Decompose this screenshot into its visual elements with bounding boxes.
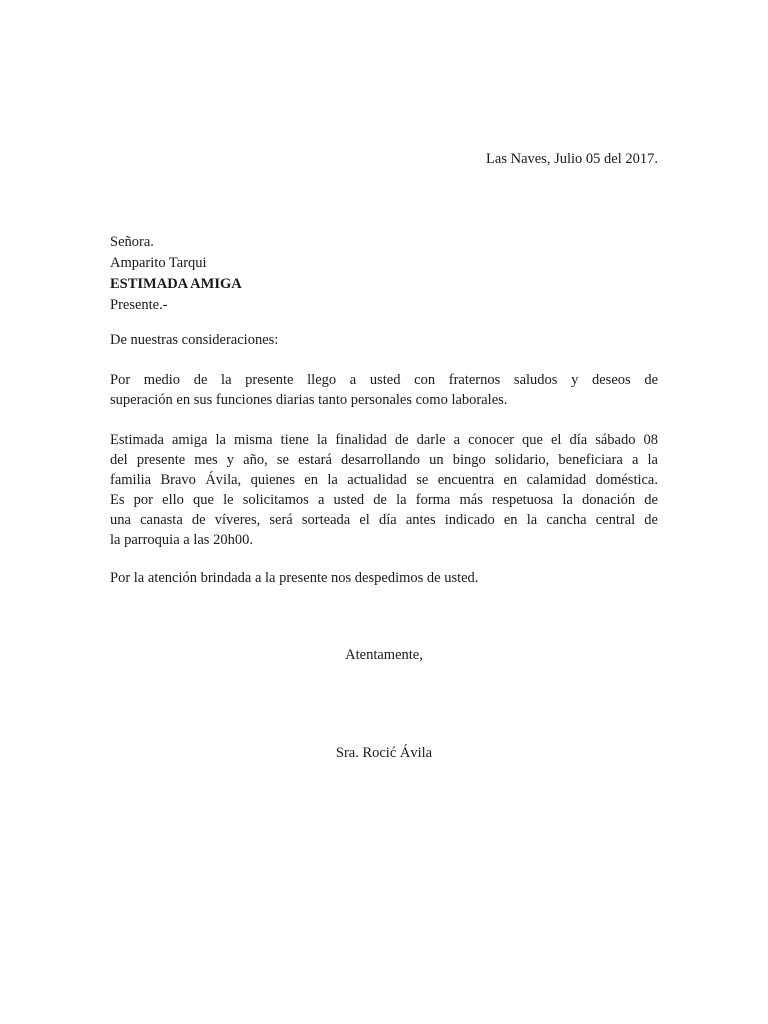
recipient-salutation: ESTIMADA AMIGA <box>110 276 242 292</box>
closing: Atentamente, <box>345 647 423 663</box>
recipient-title: Señora. <box>110 234 154 250</box>
recipient-present: Presente.- <box>110 297 168 313</box>
paragraph-2-line: Estimada amiga la misma tiene la finalidad de darle a conocer que el día sábado 08 <box>110 432 658 448</box>
signature-name: Sra. Rocić Ávila <box>335 745 433 761</box>
greeting: De nuestras consideraciones: <box>110 332 279 348</box>
paragraph-1-line: Por medio de la presente llego a usted con fraternos saludos y deseos de <box>110 372 658 388</box>
recipient-block <box>110 232 242 316</box>
paragraph-2-line: la parroquia a las 20h00. <box>110 532 253 548</box>
paragraph-1 <box>110 370 658 410</box>
paragraph-3-line: Por la atención brindada a la presente nos despedimos de usted. <box>110 570 479 586</box>
paragraph-2-line: Es por ello que le solicitamos a usted de la forma más respetuosa la donación de <box>110 492 658 508</box>
paragraph-3 <box>110 568 658 588</box>
paragraph-2-line: familia Bravo Ávila, quienes en la actualidad se encuentra en calamidad doméstica. <box>110 472 658 488</box>
paragraph-2-line: del presente mes y año, se estará desarrollando un bingo solidario, beneficiara a la <box>110 452 658 468</box>
recipient-name: Amparito Tarqui <box>110 255 207 271</box>
letter-date: Las Naves, Julio 05 del 2017. <box>486 151 658 167</box>
paragraph-2-line: una canasta de víveres, será sorteada el día antes indicado en la cancha central de <box>110 512 658 528</box>
paragraph-2 <box>110 430 658 550</box>
paragraph-1-line: superación en sus funciones diarias tanto personales como laborales. <box>110 392 508 408</box>
